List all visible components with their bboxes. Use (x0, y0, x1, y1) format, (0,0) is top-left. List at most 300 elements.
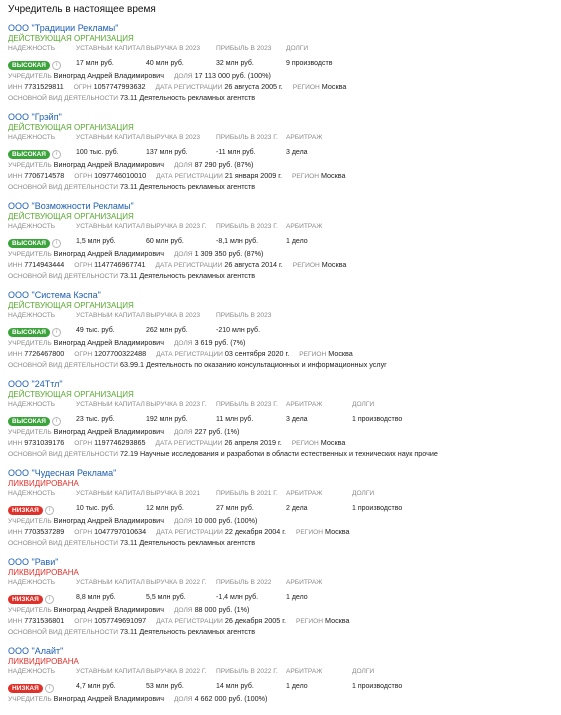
inn-value: 7731536801 (24, 616, 65, 625)
revenue-metric (146, 312, 216, 335)
debts-metric (352, 312, 432, 326)
founder-label: УЧРЕДИТЕЛЬ (8, 73, 52, 80)
extra-metric-value[interactable]: 3 дела (286, 416, 308, 423)
share-value: 1 309 350 руб. (87%) (194, 249, 264, 258)
extra-metric (286, 312, 352, 326)
reliability-badge: ВЫСОКАЯ (8, 239, 50, 248)
capital-label: УСТАВНЫЙ КАПИТАЛ (76, 45, 145, 52)
debts-label (352, 134, 432, 148)
ogrn-label: ОГРН (74, 618, 93, 625)
capital-metric (76, 45, 146, 68)
activity-value: 72.19 Научные исследования и разработки в области естественных и технических наук прочие (119, 449, 438, 458)
ogrn-value: 1047797010634 (94, 527, 147, 536)
founder-name[interactable]: Виноград Андрей Владимирович (53, 605, 164, 614)
share-label: ДОЛЯ (173, 162, 193, 169)
info-icon[interactable]: i (52, 150, 61, 159)
region-value: Москва (325, 616, 350, 625)
extra-metric-value[interactable]: 1 дело (286, 594, 308, 601)
reliability-metric (8, 45, 76, 70)
extra-metric-value[interactable]: 1 дело (286, 683, 308, 690)
capital-value: 23 тыс. руб. (76, 416, 115, 423)
reliability-label: НАДЁЖНОСТЬ (8, 312, 56, 319)
extra-metric (286, 668, 352, 691)
info-icon[interactable]: i (52, 328, 61, 337)
company-card (8, 557, 553, 638)
profit-value: 14 млн руб. (216, 683, 254, 690)
company-card (8, 646, 553, 705)
activity-line (8, 449, 553, 460)
reg-date-value: 26 декабря 2005 г. (224, 616, 286, 625)
registry-line (8, 438, 553, 449)
share-value: 87 290 руб. (87%) (194, 160, 254, 169)
company-card (8, 379, 553, 460)
revenue-value: 262 млн руб. (146, 327, 188, 334)
inn-value: 7731529811 (24, 82, 64, 91)
company-name-link[interactable]: ООО "Грэйп" (8, 112, 62, 122)
debts-metric (352, 401, 432, 424)
share-value: 88 000 руб. (1%) (194, 605, 250, 614)
region-label: РЕГИОН (299, 351, 327, 358)
reliability-metric (8, 312, 76, 337)
capital-value: 1,5 млн руб. (76, 238, 116, 245)
reg-date-label: ДАТА РЕГИСТРАЦИИ (156, 618, 223, 625)
revenue-value: 137 млн руб. (146, 149, 188, 156)
company-list (8, 23, 553, 705)
reg-date-value: 22 декабря 2004 г. (224, 527, 286, 536)
profit-label: ПРИБЫЛЬ В 2023 Г. (216, 401, 278, 408)
inn-value: 7726467800 (24, 349, 65, 358)
reg-date-label: ДАТА РЕГИСТРАЦИИ (156, 529, 223, 536)
registry-line (8, 82, 553, 93)
region-value: Москва (321, 82, 347, 91)
founder-name[interactable]: Виноград Андрей Владимирович (53, 427, 164, 436)
region-value: Москва (320, 171, 346, 180)
registry-line (8, 171, 553, 182)
capital-label: УСТАВНЫЙ КАПИТАЛ (76, 668, 145, 675)
debts-metric (352, 134, 432, 148)
extra-metric (286, 45, 352, 68)
ogrn-label: ОГРН (74, 173, 93, 180)
profit-metric (216, 579, 286, 602)
activity-value: 63.99.1 Деятельность по оказанию консультационных и информационных услуг (119, 360, 387, 369)
company-status: ДЕЙСТВУЮЩАЯ ОРГАНИЗАЦИЯ (8, 34, 134, 43)
inn-label: ИНН (8, 173, 23, 180)
profit-value: -1,4 млн руб. (216, 594, 259, 601)
share-label: ДОЛЯ (173, 429, 193, 436)
reliability-label: НАДЁЖНОСТЬ (8, 45, 56, 52)
company-metrics (8, 668, 553, 694)
activity-label: ОСНОВНОЙ ВИД ДЕЯТЕЛЬНОСТИ (8, 451, 118, 458)
extra-metric-label: АРБИТРАЖ (286, 134, 323, 141)
activity-label: ОСНОВНОЙ ВИД ДЕЯТЕЛЬНОСТИ (8, 540, 118, 547)
debts-value[interactable]: 1 производство (352, 683, 403, 690)
activity-label: ОСНОВНОЙ ВИД ДЕЯТЕЛЬНОСТИ (8, 362, 118, 369)
reliability-badge: ВЫСОКАЯ (8, 61, 50, 70)
company-card (8, 23, 553, 104)
extra-metric-label: АРБИТРАЖ (286, 579, 323, 586)
revenue-label: ВЫРУЧКА В 2023 (146, 312, 201, 319)
section-title: Учредитель в настоящее время (8, 4, 156, 15)
company-card (8, 201, 553, 282)
reg-date-label: ДАТА РЕГИСТРАЦИИ (156, 351, 223, 358)
profit-metric (216, 134, 286, 157)
debts-label: ДОЛГИ (352, 668, 375, 675)
profit-label: ПРИБЫЛЬ В 2023 (216, 312, 272, 319)
revenue-metric (146, 579, 216, 602)
debts-value[interactable]: 1 производство (352, 416, 403, 423)
activity-line (8, 360, 553, 371)
capital-metric (76, 134, 146, 157)
revenue-metric (146, 45, 216, 68)
inn-value: 7703537289 (24, 527, 65, 536)
capital-label: УСТАВНЫЙ КАПИТАЛ (76, 312, 145, 319)
activity-value: 73.11 Деятельность рекламных агентств (119, 271, 256, 280)
share-label: ДОЛЯ (173, 251, 193, 258)
region-label: РЕГИОН (291, 173, 319, 180)
debts-metric (352, 45, 432, 59)
revenue-value: 5,5 млн руб. (146, 594, 186, 601)
registry-line (8, 616, 553, 627)
capital-value: 8,8 млн руб. (76, 594, 116, 601)
inn-label: ИНН (8, 262, 23, 269)
share-label: ДОЛЯ (173, 340, 193, 347)
activity-line (8, 538, 553, 549)
profit-label: ПРИБЫЛЬ В 2023 Г. (216, 223, 278, 230)
capital-value: 10 тыс. руб. (76, 505, 115, 512)
profit-value: -11 млн руб. (216, 149, 256, 156)
founder-label: УЧРЕДИТЕЛЬ (8, 607, 52, 614)
reliability-label: НАДЁЖНОСТЬ (8, 223, 56, 230)
founder-label: УЧРЕДИТЕЛЬ (8, 162, 52, 169)
company-metrics (8, 579, 553, 605)
activity-label: ОСНОВНОЙ ВИД ДЕЯТЕЛЬНОСТИ (8, 95, 118, 102)
extra-metric-label: АРБИТРАЖ (286, 223, 323, 230)
revenue-metric (146, 134, 216, 157)
registry-line (8, 527, 553, 538)
capital-metric (76, 401, 146, 424)
ogrn-value: 1057747993632 (93, 82, 146, 91)
profit-value: 11 млн руб. (216, 416, 254, 423)
reliability-metric (8, 490, 76, 515)
company-status: ДЕЙСТВУЮЩАЯ ОРГАНИЗАЦИЯ (8, 212, 134, 221)
extra-metric (286, 134, 352, 157)
inn-label: ИНН (8, 618, 23, 625)
info-icon[interactable]: i (52, 239, 61, 248)
founder-line (8, 160, 553, 171)
region-value: Москва (328, 349, 353, 358)
inn-label: ИНН (8, 84, 23, 91)
ogrn-label: ОГРН (74, 440, 93, 447)
debts-label: ДОЛГИ (352, 401, 375, 408)
capital-label: УСТАВНЫЙ КАПИТАЛ (76, 401, 145, 408)
founder-label: УЧРЕДИТЕЛЬ (8, 696, 52, 703)
inn-label: ИНН (8, 529, 23, 536)
founder-name[interactable]: Виноград Андрей Владимирович (53, 71, 164, 80)
capital-metric (76, 668, 146, 691)
reliability-label: НАДЁЖНОСТЬ (8, 668, 56, 675)
debts-label (352, 312, 432, 326)
founder-line (8, 605, 553, 616)
ogrn-label: ОГРН (73, 84, 92, 91)
debts-metric (352, 490, 432, 513)
profit-value: 27 млн руб. (216, 505, 254, 512)
company-card (8, 290, 553, 371)
share-value: 227 руб. (1%) (194, 427, 240, 436)
activity-value: 73.11 Деятельность рекламных агентств (119, 627, 256, 636)
extra-metric-label: ДОЛГИ (286, 45, 309, 52)
reliability-badge: НИЗКАЯ (8, 684, 43, 693)
profit-label: ПРИБЫЛЬ В 2023 Г. (216, 134, 278, 141)
revenue-value: 60 млн руб. (146, 238, 184, 245)
company-status: ЛИКВИДИРОВАНА (8, 568, 79, 577)
founder-label: УЧРЕДИТЕЛЬ (8, 251, 52, 258)
share-value: 3 619 руб. (7%) (194, 338, 246, 347)
reliability-metric (8, 134, 76, 159)
share-label: ДОЛЯ (173, 518, 193, 525)
profit-metric (216, 312, 286, 335)
company-name-link[interactable]: ООО "Рави" (8, 557, 59, 567)
activity-line (8, 182, 553, 193)
company-metrics (8, 134, 553, 160)
capital-label: УСТАВНЫЙ КАПИТАЛ (76, 490, 145, 497)
ogrn-value: 1057749691097 (94, 616, 147, 625)
share-value: 10 000 руб. (100%) (194, 516, 258, 525)
extra-metric (286, 579, 352, 602)
region-label: РЕГИОН (296, 529, 323, 536)
ogrn-value: 1147746967741 (94, 260, 146, 269)
capital-metric (76, 223, 146, 246)
capital-metric (76, 490, 146, 513)
extra-metric-value[interactable]: 3 дела (286, 149, 308, 156)
reliability-badge: ВЫСОКАЯ (8, 417, 50, 426)
activity-label: ОСНОВНОЙ ВИД ДЕЯТЕЛЬНОСТИ (8, 184, 118, 191)
reg-date-value: 26 апреля 2019 г. (224, 438, 282, 447)
share-label: ДОЛЯ (173, 607, 193, 614)
revenue-label: ВЫРУЧКА В 2022 Г. (146, 668, 207, 675)
founder-line (8, 516, 553, 527)
registry-line (8, 260, 553, 271)
reliability-badge: ВЫСОКАЯ (8, 328, 50, 337)
founder-line (8, 71, 553, 82)
founder-line (8, 338, 553, 349)
company-status: ЛИКВИДИРОВАНА (8, 479, 79, 488)
revenue-label: ВЫРУЧКА В 2023 Г. (146, 401, 207, 408)
extra-metric (286, 223, 352, 246)
activity-label: ОСНОВНОЙ ВИД ДЕЯТЕЛЬНОСТИ (8, 273, 118, 280)
company-metrics (8, 401, 553, 427)
share-label: ДОЛЯ (173, 73, 193, 80)
founder-label: УЧРЕДИТЕЛЬ (8, 518, 52, 525)
region-value: Москва (320, 438, 346, 447)
extra-metric-label (286, 312, 352, 326)
activity-value: 73.11 Деятельность рекламных агентств (119, 182, 256, 191)
founder-line (8, 694, 553, 705)
debts-metric (352, 579, 432, 593)
activity-value: 73.11 Деятельность рекламных агентств (119, 538, 256, 547)
revenue-label: ВЫРУЧКА В 2022 Г. (146, 579, 207, 586)
capital-label: УСТАВНЫЙ КАПИТАЛ (76, 134, 145, 141)
profit-metric (216, 223, 286, 246)
ogrn-label: ОГРН (74, 262, 93, 269)
company-metrics (8, 490, 553, 516)
extra-metric-label: АРБИТРАЖ (286, 490, 323, 497)
revenue-value: 40 млн руб. (146, 60, 184, 67)
revenue-metric (146, 490, 216, 513)
info-icon[interactable]: i (45, 506, 54, 515)
reg-date-label: ДАТА РЕГИСТРАЦИИ (155, 440, 223, 447)
share-value: 4 662 000 руб. (100%) (194, 694, 268, 703)
company-name-link[interactable]: ООО "Система Кэспа" (8, 290, 101, 300)
profit-label: ПРИБЫЛЬ В 2022 Г. (216, 668, 278, 675)
region-label: РЕГИОН (291, 440, 319, 447)
profit-metric (216, 45, 286, 68)
founder-name[interactable]: Виноград Андрей Владимирович (53, 249, 164, 258)
reg-date-label: ДАТА РЕГИСТРАЦИИ (155, 84, 223, 91)
founder-name[interactable]: Виноград Андрей Владимирович (53, 694, 164, 703)
share-label: ДОЛЯ (173, 696, 193, 703)
capital-value: 49 тыс. руб. (76, 327, 115, 334)
founder-label: УЧРЕДИТЕЛЬ (8, 429, 52, 436)
inn-label: ИНН (8, 440, 23, 447)
info-icon[interactable]: i (52, 61, 61, 70)
extra-metric-value[interactable]: 2 дела (286, 505, 308, 512)
founder-name[interactable]: Виноград Андрей Владимирович (53, 338, 164, 347)
inn-value: 7706714578 (24, 171, 65, 180)
company-card (8, 112, 553, 193)
founder-line (8, 427, 553, 438)
capital-value: 17 млн руб. (76, 60, 114, 67)
profit-metric (216, 668, 286, 691)
reliability-badge: ВЫСОКАЯ (8, 150, 50, 159)
debts-label (352, 223, 432, 237)
region-value: Москва (321, 260, 347, 269)
activity-line (8, 627, 553, 638)
ogrn-label: ОГРН (74, 351, 93, 358)
profit-metric (216, 490, 286, 513)
profit-value: -210 млн руб. (216, 327, 261, 334)
profit-label: ПРИБЫЛЬ В 2021 Г. (216, 490, 278, 497)
region-label: РЕГИОН (292, 262, 320, 269)
revenue-label: ВЫРУЧКА В 2023 Г. (146, 223, 207, 230)
revenue-label: ВЫРУЧКА В 2023 (146, 134, 201, 141)
extra-metric-value[interactable]: 1 дело (286, 238, 308, 245)
capital-metric (76, 579, 146, 602)
company-status: ДЕЙСТВУЮЩАЯ ОРГАНИЗАЦИЯ (8, 123, 134, 132)
extra-metric-label: АРБИТРАЖ (286, 668, 323, 675)
founder-name[interactable]: Виноград Андрей Владимирович (53, 160, 164, 169)
reliability-label: НАДЁЖНОСТЬ (8, 490, 56, 497)
reliability-badge: НИЗКАЯ (8, 595, 43, 604)
ogrn-value: 1097746010010 (94, 171, 147, 180)
company-name-link[interactable]: ООО "Возможности Рекламы" (8, 201, 134, 211)
debts-label (352, 45, 432, 59)
profit-metric (216, 401, 286, 424)
ogrn-label: ОГРН (74, 529, 93, 536)
revenue-metric (146, 401, 216, 424)
revenue-value: 53 млн руб. (146, 683, 184, 690)
region-label: РЕГИОН (292, 84, 320, 91)
region-label: РЕГИОН (296, 618, 323, 625)
reliability-label: НАДЁЖНОСТЬ (8, 579, 56, 586)
debts-metric (352, 668, 432, 691)
profit-value: 32 млн руб. (216, 60, 254, 67)
extra-metric (286, 401, 352, 424)
company-metrics (8, 223, 553, 249)
revenue-value: 12 млн руб. (146, 505, 184, 512)
reliability-metric (8, 668, 76, 693)
revenue-value: 192 млн руб. (146, 416, 188, 423)
profit-label: ПРИБЫЛЬ В 2022 (216, 579, 272, 586)
info-icon[interactable]: i (52, 417, 61, 426)
company-status: ДЕЙСТВУЮЩАЯ ОРГАНИЗАЦИЯ (8, 301, 134, 310)
debts-label: ДОЛГИ (352, 490, 375, 497)
extra-metric (286, 490, 352, 513)
extra-metric-label: АРБИТРАЖ (286, 401, 323, 408)
revenue-label: ВЫРУЧКА В 2023 (146, 45, 201, 52)
company-name-link[interactable]: ООО "Чудесная Реклама" (8, 468, 117, 478)
reg-date-value: 26 августа 2005 г. (224, 82, 283, 91)
founder-label: УЧРЕДИТЕЛЬ (8, 340, 52, 347)
company-metrics (8, 312, 553, 338)
capital-metric (76, 312, 146, 335)
region-value: Москва (325, 527, 350, 536)
revenue-metric (146, 223, 216, 246)
info-icon[interactable]: i (45, 684, 54, 693)
company-name-link[interactable]: ООО "Алайт" (8, 646, 64, 656)
debts-metric (352, 223, 432, 237)
founder-line (8, 249, 553, 260)
share-value: 17 113 000 руб. (100%) (194, 71, 271, 80)
company-name-link[interactable]: ООО "Традиции Рекламы" (8, 23, 119, 33)
revenue-label: ВЫРУЧКА В 2021 (146, 490, 201, 497)
reliability-label: НАДЁЖНОСТЬ (8, 134, 56, 141)
ogrn-value: 1207700322488 (94, 349, 147, 358)
activity-label: ОСНОВНОЙ ВИД ДЕЯТЕЛЬНОСТИ (8, 629, 118, 636)
activity-line (8, 93, 553, 104)
capital-label: УСТАВНЫЙ КАПИТАЛ (76, 223, 145, 230)
capital-label: УСТАВНЫЙ КАПИТАЛ (76, 579, 145, 586)
reliability-metric (8, 223, 76, 248)
company-name-link[interactable]: ООО "24Ттл" (8, 379, 63, 389)
reliability-metric (8, 579, 76, 604)
reg-date-label: ДАТА РЕГИСТРАЦИИ (155, 262, 223, 269)
company-card (8, 468, 553, 549)
company-status: ЛИКВИДИРОВАНА (8, 657, 79, 666)
activity-line (8, 271, 553, 282)
debts-value[interactable]: 1 производство (352, 505, 403, 512)
company-metrics (8, 45, 553, 71)
reg-date-value: 26 августа 2014 г. (224, 260, 283, 269)
profit-value: -8,1 млн руб. (216, 238, 259, 245)
ogrn-value: 1197746293865 (94, 438, 146, 447)
profit-label: ПРИБЫЛЬ В 2023 (216, 45, 272, 52)
activity-value: 73.11 Деятельность рекламных агентств (119, 93, 256, 102)
capital-value: 100 тыс. руб. (76, 149, 119, 156)
info-icon[interactable]: i (45, 595, 54, 604)
reg-date-label: ДАТА РЕГИСТРАЦИИ (156, 173, 223, 180)
inn-label: ИНН (8, 351, 23, 358)
founder-name[interactable]: Виноград Андрей Владимирович (53, 516, 164, 525)
inn-value: 7714943444 (24, 260, 65, 269)
debts-label (352, 579, 432, 593)
reliability-metric (8, 401, 76, 426)
revenue-metric (146, 668, 216, 691)
inn-value: 9731039176 (24, 438, 65, 447)
company-status: ДЕЙСТВУЮЩАЯ ОРГАНИЗАЦИЯ (8, 390, 134, 399)
extra-metric-value[interactable]: 9 производств (286, 60, 333, 67)
reliability-label: НАДЁЖНОСТЬ (8, 401, 56, 408)
registry-line (8, 349, 553, 360)
